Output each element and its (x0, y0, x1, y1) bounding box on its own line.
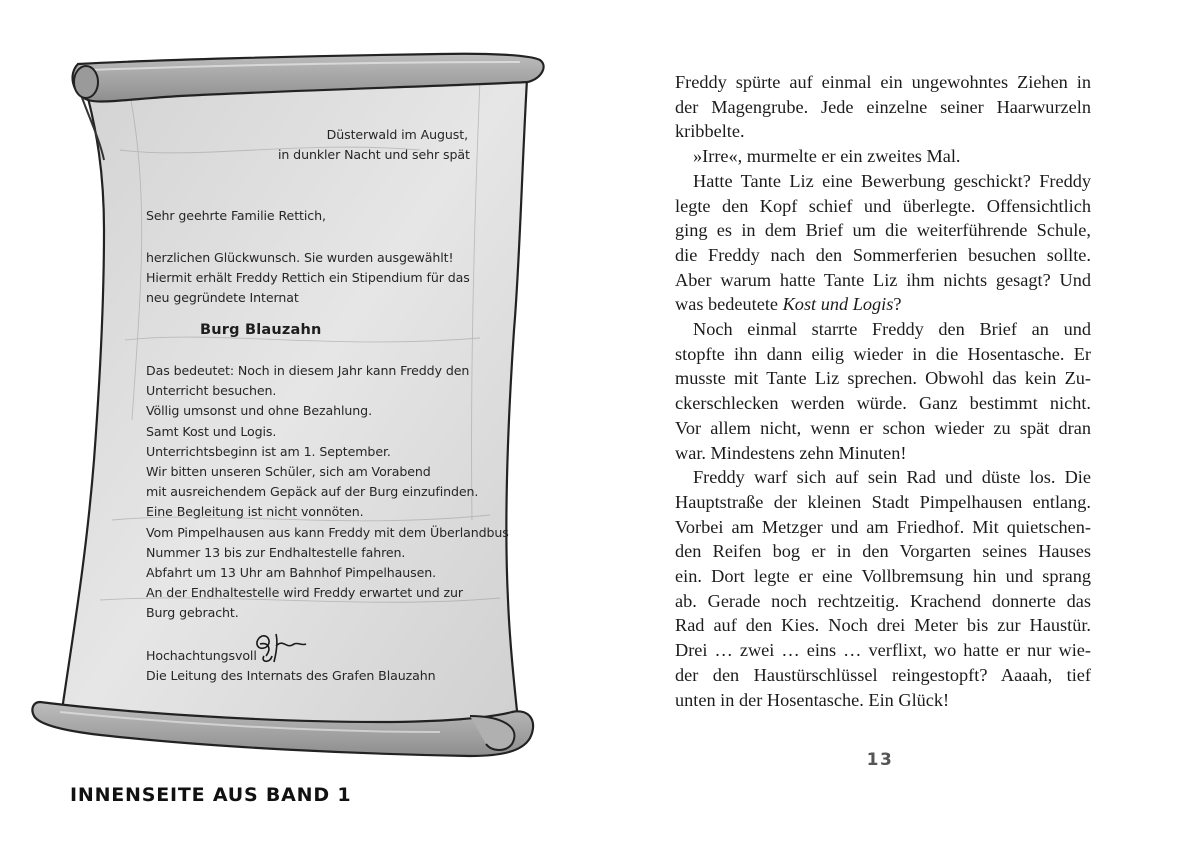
letter-line: Unterrichtsbeginn ist am 1. September. (146, 443, 391, 459)
letter-line: Vom Pimpelhausen aus kann Freddy mit dem Überlandbus (146, 524, 509, 540)
letter-line: Völlig umsonst und ohne Bezahlung. (146, 403, 372, 419)
letter-line: in dunkler Nacht und sehr spät (278, 147, 470, 163)
text-line: legte den Kopf schief und überlegte. Offensichtlich (675, 195, 1091, 216)
letter-line: Nummer 13 bis zur Endhaltestelle fahren. (146, 544, 406, 560)
letter-line: Burg gebracht. (146, 605, 239, 621)
emphasis: Kost und Logis (782, 294, 894, 315)
text-line: musste mit Tante Liz sprechen. Obwohl das kein Zu- (675, 368, 1091, 389)
letter-greeting (146, 206, 326, 226)
paragraph (675, 70, 1091, 144)
text-line: Hatte Tante Liz eine Bewerbung geschickt? Freddy (693, 170, 1091, 191)
paragraph (675, 169, 1091, 317)
letter-line: Das bedeutet: Noch in diesem Jahr kann Freddy den (146, 363, 470, 378)
letter-line: An der Endhaltestelle wird Freddy erwartet und zur (146, 585, 463, 601)
text-line: kribbelte. (675, 121, 745, 142)
letter-line: Wir bitten unseren Schüler, sich am Vorabend (146, 463, 431, 479)
text-line: Hauptstraße der kleinen Stadt Pimpelhausen entlang. (675, 491, 1091, 512)
letter-line: Hiermit erhält Freddy Rettich ein Stipendium für das (146, 270, 470, 286)
letter-line: mit ausreichendem Gepäck auf der Burg einzufinden. (146, 484, 479, 500)
text-line: der Magengrube. Jede einzelne seiner Haarwurzeln (675, 96, 1091, 117)
letter-line: Unterricht besuchen. (146, 383, 277, 399)
paragraph (675, 317, 1091, 465)
text-line: ein. Dort legte er eine Vollbremsung hin und sprang (675, 566, 1091, 587)
text-line: Freddy spürte auf einmal ein ungewohntes Ziehen in (675, 72, 1091, 92)
text-line: »Irre«, murmelte er ein zweites Mal. (693, 146, 961, 167)
page-number: 13 (866, 750, 894, 770)
text-line: stopfte ihn dann eilig wieder in die Hosentasche. Er (675, 343, 1091, 364)
paragraph (675, 465, 1091, 712)
text-line: den Reifen bog er in den Vorgarten seines Hauses (675, 541, 1091, 562)
letter-line: neu gegründete Internat (146, 290, 299, 306)
letter-place-date (278, 125, 468, 165)
paragraph (675, 144, 1091, 169)
letter-line: Die Leitung des Internats des Grafen Blauzahn (146, 668, 436, 684)
letter-details (146, 361, 509, 623)
text-line: Vor allem nicht, wenn er schon wieder zu spät dran (675, 417, 1091, 438)
text-line: Vorbei am Metzger und am Friedhof. Mit quietschen- (675, 516, 1091, 537)
image-caption: INNENSEITE AUS BAND 1 (70, 784, 352, 806)
book-page-text (675, 70, 1091, 712)
letter-line: Düsterwald im August, (326, 127, 468, 142)
text-line: ckerschlecken werden würde. Ganz bestimmt nicht. (675, 393, 1091, 414)
letter-line: Hochachtungsvoll (146, 648, 257, 663)
text-line: Noch einmal starrte Freddy den Brief an und (693, 319, 1091, 340)
letter-intro (146, 248, 470, 309)
letter-line: Abfahrt um 13 Uhr am Bahnhof Pimpelhausen. (146, 564, 437, 580)
letter-line: Eine Begleitung ist nicht vonnöten. (146, 504, 364, 520)
text-line: Rad auf den Kies. Noch drei Meter bis zur Haustür. (675, 615, 1091, 636)
text-line: war. Mindestens zehn Minuten! (675, 442, 907, 463)
letter-line: Sehr geehrte Familie Rettich, (146, 208, 326, 223)
text-line: unten in der Hosentasche. Ein Glück! (675, 689, 950, 710)
text-line: Freddy warf sich auf sein Rad und düste los. Die (693, 467, 1091, 488)
text-line: Drei … zwei … eins … verflixt, wo hatte er nur wie- (675, 640, 1091, 661)
text-line: die Freddy nach den Sommerferien besuchen sollte. (675, 244, 1091, 265)
letter-closing (146, 646, 436, 686)
text-line: ging es in dem Brief um die weiterführende Schule, (675, 220, 1091, 241)
text-line: der den Haustürschlüssel reingestopft? Aaaah, tief (675, 664, 1091, 685)
letter-school-name: Burg Blauzahn (200, 322, 322, 338)
text-line: ab. Gerade noch rechtzeitig. Krachend donnerte das (675, 590, 1091, 611)
text-line: Aber warum hatte Tante Liz ihm nichts gesagt? Und (675, 269, 1091, 290)
text-line: was bedeutete Kost und Logis? (675, 294, 902, 315)
letter-line: Samt Kost und Logis. (146, 423, 277, 439)
letter-line: herzlichen Glückwunsch. Sie wurden ausgewählt! (146, 250, 454, 265)
